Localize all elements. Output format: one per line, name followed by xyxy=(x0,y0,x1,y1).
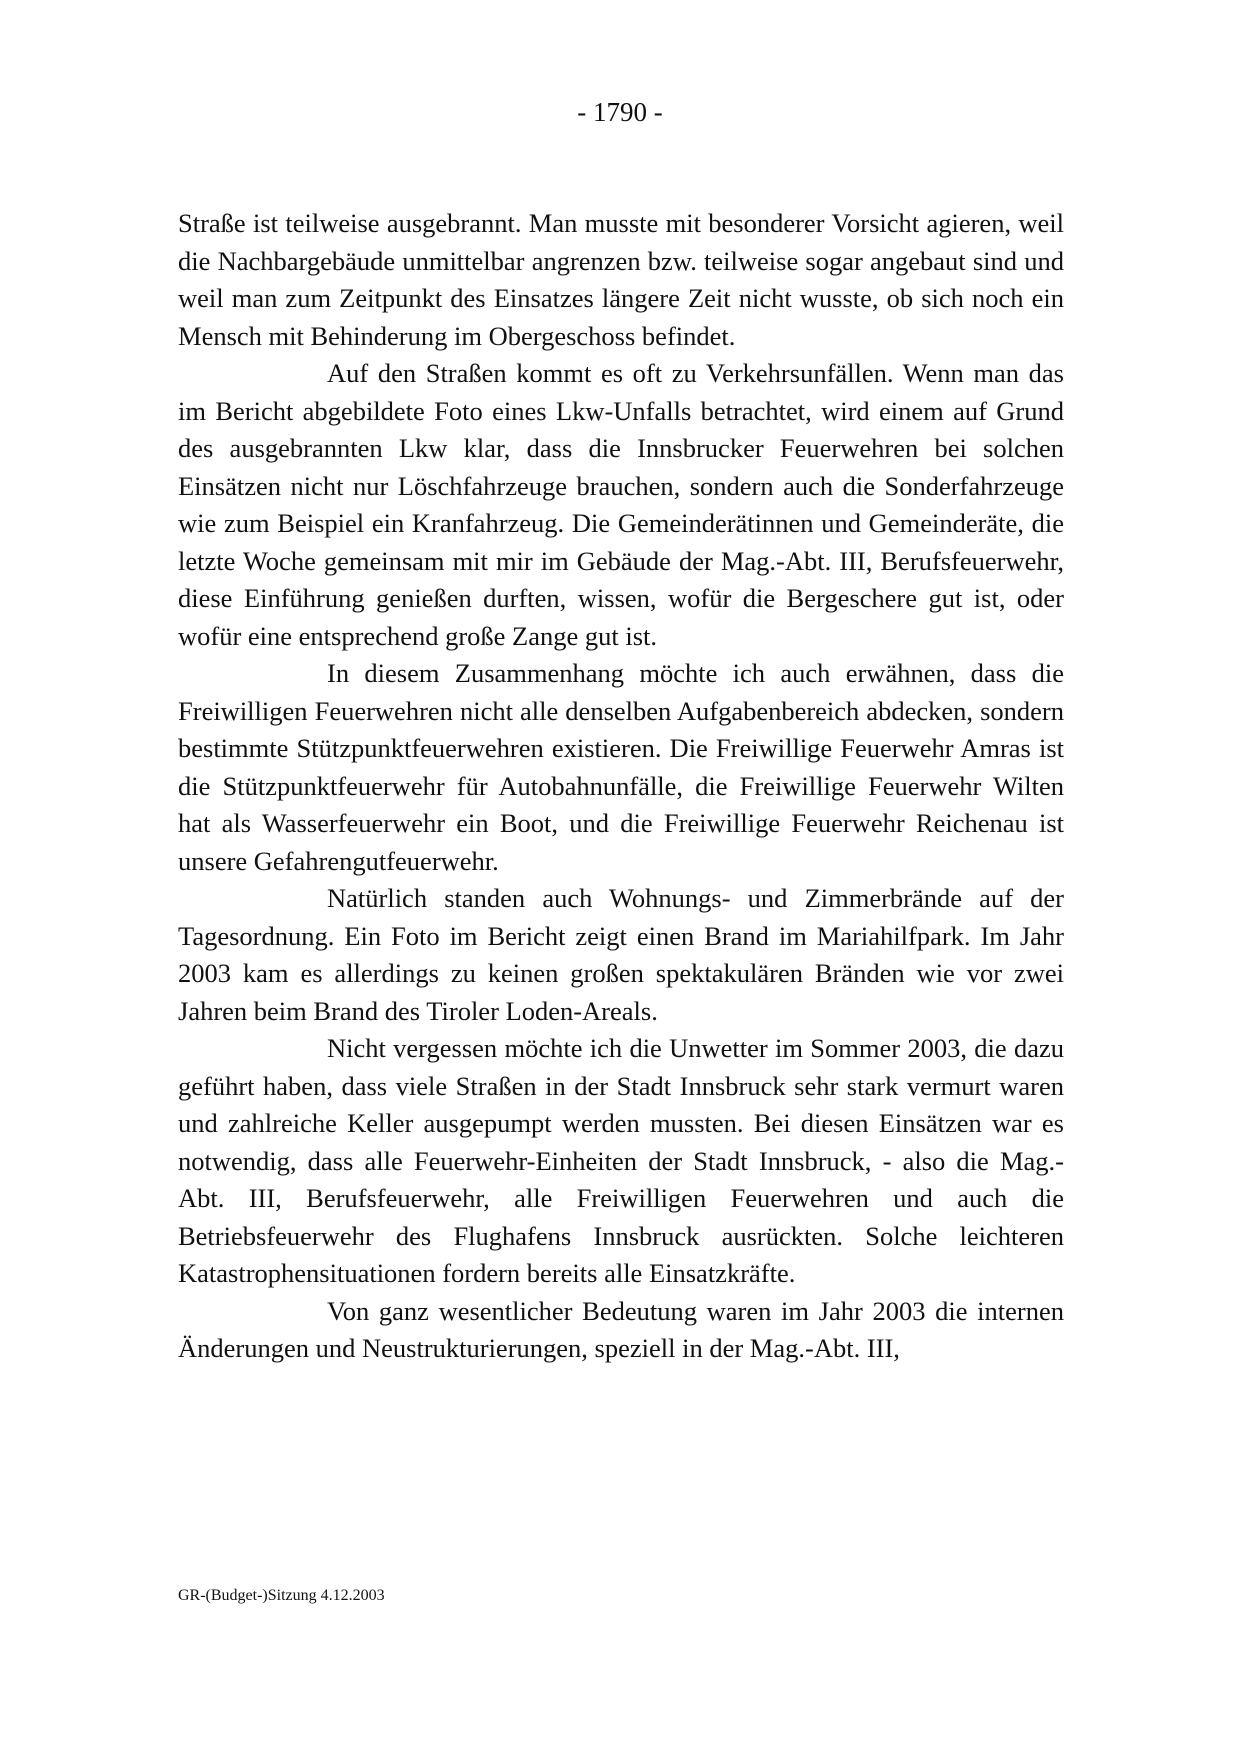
paragraph-apartment-fires: Natürlich standen auch Wohnungs- und Zimmerbrände auf der Tagesordnung. Ein Foto im Bericht zeigt einen Brand im Mariahilfpark. Im Jahr 2003 kam es allerdings zu keinen großen spektakulären Bränden wie vor zwei Jahren beim Brand des Tiroler Loden-Areals. xyxy=(178,883,1064,1026)
paragraph-traffic-accidents: Auf den Straßen kommt es oft zu Verkehrsunfällen. Wenn man das im Bericht abgebildete Foto eines Lkw-Unfalls betrachtet, wird einem auf Grund des ausgebrannten Lkw klar, dass die Innsbrucker Feuerwehren bei solchen Einsätzen nicht nur Löschfahrzeuge brauchen, sondern auch die Sonderfahrzeuge wie zum Beispiel ein Kranfahrzeug. Die Gemeinderätinnen und Gemeinderäte, die letzte Woche gemeinsam mit mir im Gebäude der Mag.-Abt. III, Berufsfeuerwehr, diese Einführung genießen durften, wissen, wofür die Bergeschere gut ist, oder wofür eine entsprechend große Zange gut ist. xyxy=(178,358,1064,651)
footer-session-label: GR-(Budget-)Sitzung 4.12.2003 xyxy=(178,1587,385,1604)
paragraph-internal-changes: Von ganz wesentlicher Bedeutung waren im Jahr 2003 die internen Änderungen und Neustrukturierungen, speziell in der Mag.-Abt. III, xyxy=(178,1295,1064,1363)
page-number: - 1790 - xyxy=(577,97,663,127)
paragraph-volunteer-fire-brigades: In diesem Zusammenhang möchte ich auch erwähnen, dass die Freiwilligen Feuerwehren nicht alle denselben Aufgabenbereich abdecken, sondern bestimmte Stützpunktfeuerwehren existieren. Die Freiwillige Feuerwehr Amras ist die Stützpunktfeuerwehr für Autobahnunfälle, die Freiwillige Feuerwehr Wilten hat als Wasserfeuerwehr ein Boot, und die Freiwillige Feuerwehr Reichenau ist unsere Gefahrengutfeuerwehr. xyxy=(178,658,1064,876)
paragraph-storms-2003: Nicht vergessen möchte ich die Unwetter im Sommer 2003, die dazu geführt haben, dass viele Straßen in der Stadt Innsbruck sehr stark vermurt waren und zahlreiche Keller ausgepumpt werden mussten. Bei diesen Einsätzen war es notwendig, dass alle Feuerwehr-Einheiten der Stadt Innsbruck, - also die Mag.-Abt. III, Berufsfeuerwehr, alle Freiwilligen Feuerwehren und auch die Betriebsfeuerwehr des Flughafens Innsbruck ausrückten. Solche leichteren Katastrophensituationen fordern bereits alle Einsatzkräfte. xyxy=(178,1033,1064,1288)
paragraph-continuation: Straße ist teilweise ausgebrannt. Man musste mit besonderer Vorsicht agieren, weil die Nachbargebäude unmittelbar angrenzen bzw. teilweise sogar angebaut sind und weil man zum Zeitpunkt des Einsatzes längere Zeit nicht wusste, ob sich noch ein Mensch mit Behinderung im Obergeschoss befindet. xyxy=(178,208,1064,351)
body-text xyxy=(178,205,1064,1368)
